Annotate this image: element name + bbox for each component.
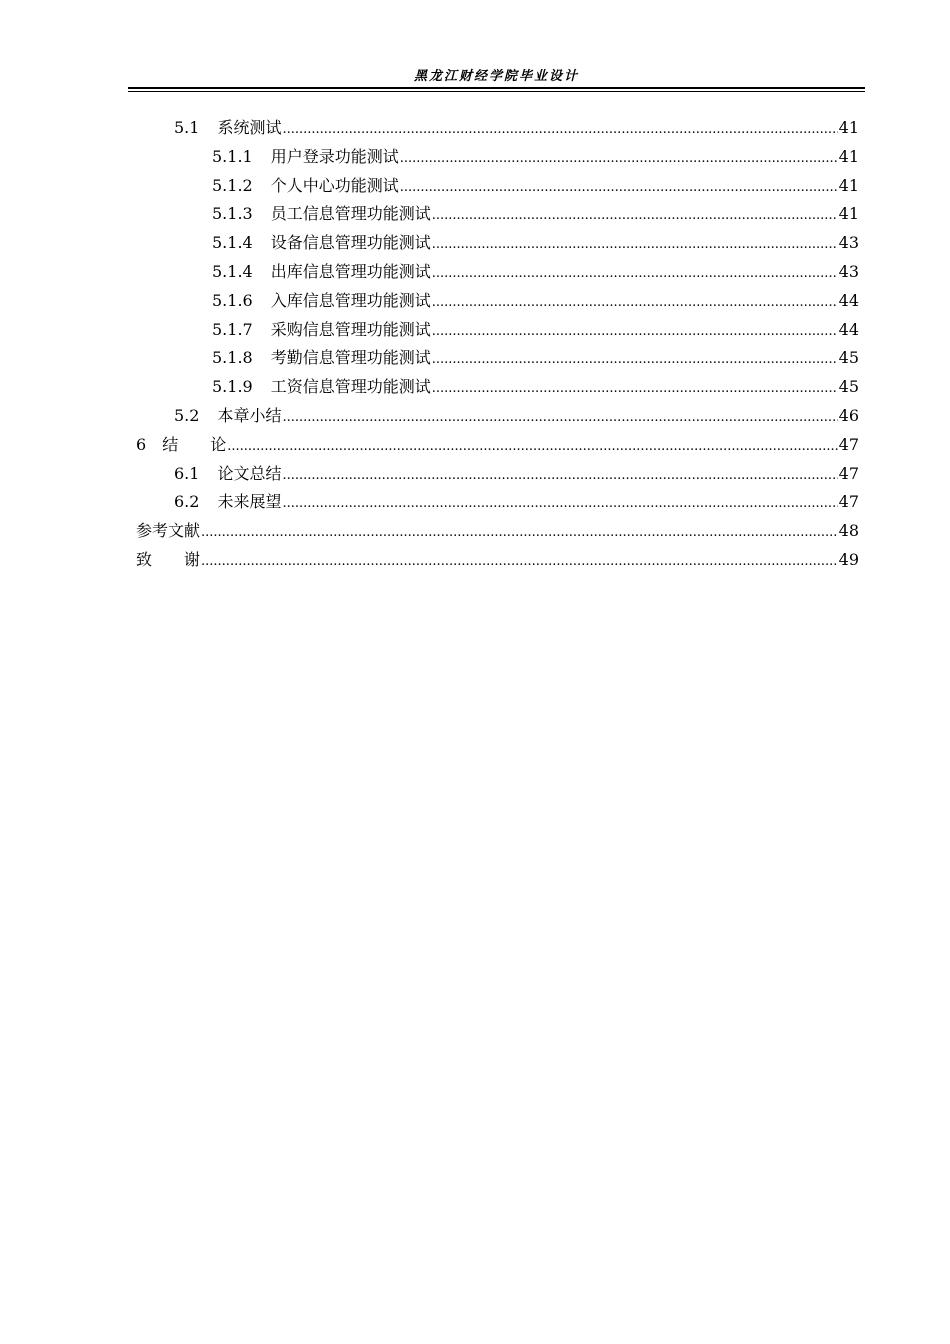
toc-leader <box>432 318 838 347</box>
toc-entry[interactable] <box>136 373 859 402</box>
toc-number: 6 <box>136 434 147 454</box>
toc-number: 5.1.3 <box>212 204 253 224</box>
toc-leader <box>201 548 838 577</box>
toc-leader <box>432 202 838 231</box>
toc-title: 工资信息管理功能测试 <box>270 377 431 397</box>
toc-number: 6.2 <box>174 492 200 512</box>
toc-entry[interactable] <box>136 143 859 172</box>
toc-leader <box>432 375 838 404</box>
toc-number: 5.1.9 <box>212 377 253 397</box>
toc-page-number: 46 <box>838 405 859 425</box>
toc-entry[interactable] <box>136 488 859 517</box>
toc-page-number: 41 <box>838 146 859 166</box>
table-of-contents <box>136 114 859 575</box>
toc-number: 5.1.4 <box>212 233 253 253</box>
toc-page-number: 44 <box>838 319 859 339</box>
toc-title: 用户登录功能测试 <box>270 146 399 166</box>
toc-number: 5.1.2 <box>212 175 253 195</box>
toc-leader <box>282 462 837 491</box>
toc-entry[interactable] <box>136 344 859 373</box>
toc-page-number: 48 <box>838 521 859 541</box>
toc-number: 5.2 <box>174 405 200 425</box>
header-rule-thin <box>128 91 865 92</box>
toc-entry[interactable] <box>136 460 859 489</box>
toc-number: 5.1.7 <box>212 319 253 339</box>
toc-entry[interactable] <box>136 546 859 575</box>
toc-page-number: 43 <box>838 261 859 281</box>
toc-leader <box>227 433 837 462</box>
toc-title: 系统测试 <box>217 118 282 137</box>
toc-number: 5.1.1 <box>212 146 253 166</box>
toc-page-number: 47 <box>838 463 859 483</box>
toc-page-number: 41 <box>838 118 859 137</box>
toc-number: 5.1 <box>174 118 200 137</box>
toc-page-number: 49 <box>838 549 859 569</box>
toc-number: 5.1.8 <box>212 348 253 368</box>
toc-page-number: 44 <box>838 290 859 310</box>
toc-title: 本章小结 <box>217 405 282 425</box>
toc-entry[interactable] <box>136 316 859 345</box>
toc-leader <box>201 519 838 548</box>
toc-title: 结 论 <box>162 434 227 454</box>
page-header <box>128 68 865 94</box>
toc-entry[interactable] <box>136 287 859 316</box>
toc-title: 未来展望 <box>217 492 282 512</box>
toc-leader <box>282 116 837 145</box>
toc-leader <box>282 404 837 433</box>
header-rule <box>128 87 865 89</box>
toc-title: 个人中心功能测试 <box>270 175 399 195</box>
toc-page-number: 41 <box>838 204 859 224</box>
toc-leader <box>432 260 838 289</box>
toc-entry[interactable] <box>136 431 859 460</box>
toc-leader <box>432 346 838 375</box>
toc-title: 采购信息管理功能测试 <box>270 319 431 339</box>
toc-entry[interactable] <box>136 229 859 258</box>
toc-entry[interactable] <box>136 200 859 229</box>
toc-number: 5.1.4 <box>212 261 253 281</box>
toc-title: 出库信息管理功能测试 <box>270 261 431 281</box>
toc-title: 入库信息管理功能测试 <box>270 290 431 310</box>
toc-leader <box>432 289 838 318</box>
toc-number: 5.1.6 <box>212 290 253 310</box>
toc-page-number: 47 <box>838 434 859 454</box>
toc-entry[interactable] <box>136 517 859 546</box>
toc-page-number: 45 <box>838 377 859 397</box>
toc-entry[interactable] <box>136 114 859 143</box>
toc-entry[interactable] <box>136 402 859 431</box>
toc-leader <box>282 490 837 519</box>
toc-number: 6.1 <box>174 463 200 483</box>
toc-leader <box>432 231 838 260</box>
toc-page-number: 45 <box>838 348 859 368</box>
toc-entry[interactable] <box>136 172 859 201</box>
header-title: 黑龙江财经学院毕业设计 <box>413 69 579 84</box>
toc-page-number: 47 <box>838 492 859 512</box>
toc-title: 致 谢 <box>136 549 201 569</box>
toc-page-number: 43 <box>838 233 859 253</box>
toc-title: 考勤信息管理功能测试 <box>270 348 431 368</box>
toc-leader <box>400 174 838 203</box>
toc-title: 参考文献 <box>136 521 201 541</box>
toc-title: 论文总结 <box>217 463 282 483</box>
toc-page-number: 41 <box>838 175 859 195</box>
toc-leader <box>400 145 838 174</box>
toc-entry[interactable] <box>136 258 859 287</box>
toc-title: 员工信息管理功能测试 <box>270 204 431 224</box>
toc-title: 设备信息管理功能测试 <box>270 233 431 253</box>
